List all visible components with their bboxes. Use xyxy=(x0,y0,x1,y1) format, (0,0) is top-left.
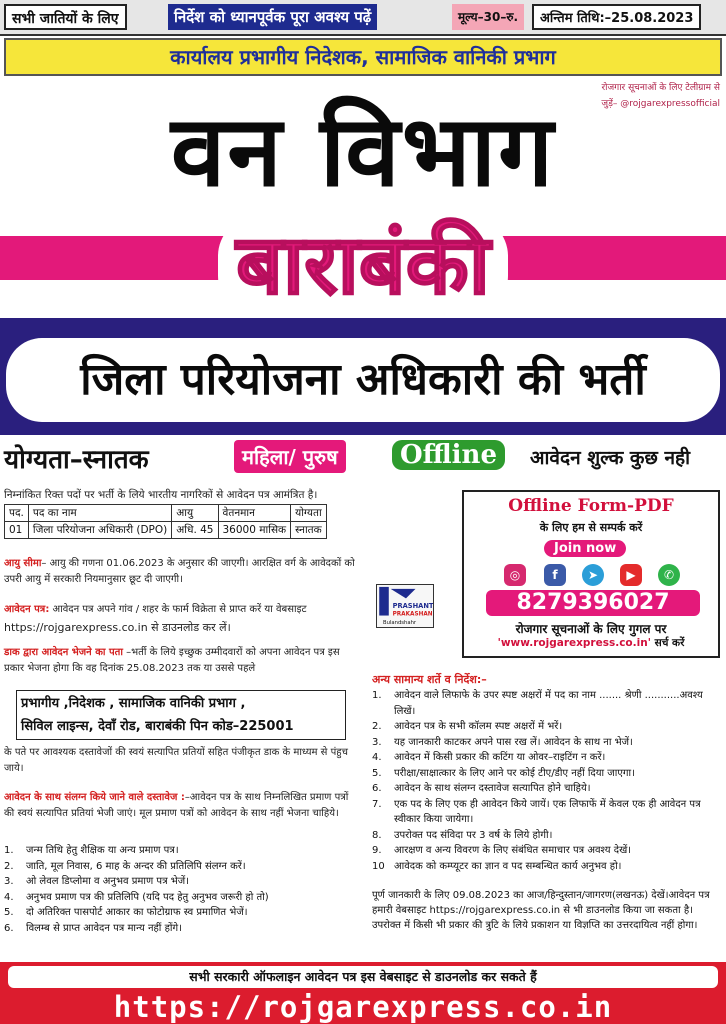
full-info-text: पूर्ण जानकारी के लिए 09.08.2023 का आज/हिन्दुस्तान/जागरण(लखनऊ) देखें।आवेदन पत्र हमारी वेबसाइट https://rojgarexpress.co.in से भी डाउनलोड किया जा सकता है। उपरोक्त में किसी भी प्रकार की त्रुटि के लिये प्रकाशन या विज्ञप्ति का उत्तरदायित्व नहीं होगा। xyxy=(372,890,710,931)
list-item xyxy=(4,905,360,921)
list-item xyxy=(372,828,722,844)
youtube-icon[interactable]: ▶ xyxy=(620,564,642,586)
list-item-number: 5. xyxy=(372,767,382,779)
list-item xyxy=(4,859,360,875)
documents-section xyxy=(4,790,360,822)
last-date-label: अन्तिम तिथि:–25.08.2023 xyxy=(532,4,701,30)
list-item xyxy=(372,719,722,735)
website-download-line: https://rojgarexpress.co.in से डाउनलोड कर लें। xyxy=(4,621,231,634)
table-row xyxy=(5,522,327,539)
list-item-text: जाति, मूल निवास, 6 माह के अन्दर की प्रतिलिपि संलग्न करें। xyxy=(26,860,246,872)
instruction-label: निर्देश को ध्यानपूर्वक पूरा अवश्य पढ़ें xyxy=(168,4,377,30)
instagram-icon[interactable]: ◎ xyxy=(504,564,526,586)
phone-number[interactable]: 8279396027 xyxy=(486,590,700,616)
after-address-text: के पते पर आवश्यक दस्तावेजों की स्वयं सत्यापित प्रतियों सहित पंजीकृत डाक के माध्यम से पंहुच जाये। xyxy=(4,747,348,774)
age-limit-label: आयु सीमा xyxy=(4,558,42,569)
list-item-text: आवेदन में किसी प्रकार की कटिंग या ओवर–राइटिंग न करें। xyxy=(394,752,606,763)
table-cell: स्नातक xyxy=(291,522,327,539)
offer-line-1: रोजगार सूचनाओं के लिए गुगल पर xyxy=(515,622,667,636)
address-line-1: प्रभागीय ,निदेशक , सामाजिक वानिकी प्रभाग , xyxy=(21,696,246,711)
list-item-number: 3. xyxy=(372,736,382,748)
logo-text-2: PRAKASHAN xyxy=(392,611,433,618)
whatsapp-icon[interactable]: ✆ xyxy=(658,564,680,586)
list-item-text: आवेदक को कम्प्यूटर का ज्ञान व पद सम्बन्धित कार्य अनुभव हो। xyxy=(394,860,622,872)
telegram-icon[interactable]: ➤ xyxy=(582,564,604,586)
documents-text: –आवेदन पत्र के साथ निम्नलिखित प्रमाण पत्रों की स्वयं सत्यापित प्रतियां भेजी जाएं। मूल प्रमाण पत्रों को आवेदन के साथ नहीं भेजना चाहिये। xyxy=(4,792,349,819)
list-item-text: यह जानकारी काटकर अपने पास रख लें। आवेदन के साथ ना भेजें। xyxy=(394,736,633,748)
list-item-text: परीक्षा/साक्षात्कार के लिए आने पर कोई टीए/डीए नहीं दिया जाएगा। xyxy=(394,767,635,779)
table-header: पद. xyxy=(5,505,29,522)
list-item-number: 2. xyxy=(372,721,382,732)
list-item xyxy=(372,781,722,797)
price-label: मूल्य–30–रु. xyxy=(452,4,524,30)
application-section xyxy=(4,602,360,618)
list-item xyxy=(4,890,360,906)
list-item-text: एक पद के लिए एक ही आवेदन किये जायें। एक लिफाफें में केवल एक ही आवेदन पत्र स्वीकार किया जायेगा। xyxy=(394,798,701,825)
age-limit-section xyxy=(4,556,360,588)
list-item-text: दो अतिरिक्त पासपोर्ट आकार का फोटोग्राफ स्व प्रमाणित भेजें। xyxy=(26,907,248,918)
publisher-logo xyxy=(376,584,434,628)
facebook-icon[interactable]: f xyxy=(544,564,566,586)
list-item-number: 9. xyxy=(372,845,382,856)
offer-subtitle: के लिए हम से सम्पर्क करें xyxy=(539,521,643,534)
list-item-number: 7. xyxy=(372,798,382,810)
table-cell: 01 xyxy=(5,522,29,539)
list-item-number: 4. xyxy=(372,752,382,763)
list-item xyxy=(372,797,722,828)
list-item-number: 6. xyxy=(4,922,14,934)
list-item-text: जन्म तिथि हेतु शैक्षिक या अन्य प्रमाण पत्र। xyxy=(26,845,179,856)
telegram-line-1: रोजगार सूचनाओं के लिए टेलीग्राम से xyxy=(601,83,720,93)
conditions-list xyxy=(372,688,722,874)
telegram-line-2: जुड़ें– @rojgarexpressofficial xyxy=(601,99,720,109)
table-header: वेतनमान xyxy=(218,505,291,522)
bottom-download-text: सभी सरकारी ऑफलाइन आवेदन पत्र इस वेबसाइट से डाउनलोड कर सकते हैं xyxy=(8,966,718,988)
conditions-heading: अन्य सामान्य शर्ते व निर्देश:– xyxy=(372,673,487,686)
list-item-text: उपरोक्त पद संविदा पर 3 वर्ष के लिये होगी। xyxy=(394,829,553,841)
caste-label: सभी जातियों के लिए xyxy=(4,4,127,30)
list-item xyxy=(372,735,722,751)
table-cell: अधि. 45 xyxy=(172,522,218,539)
fee-label: आवेदन शुल्क कुछ नही xyxy=(530,447,691,469)
list-item-text: ओ लेवल डिप्लोमा व अनुभव प्रमाण पत्र भेजें। xyxy=(26,876,190,887)
table-header: आयु xyxy=(172,505,218,522)
table-cell: जिला परियोजना अधिकारी (DPO) xyxy=(28,522,171,539)
table-cell: 36000 मासिक xyxy=(218,522,291,539)
list-item-number: 10 xyxy=(372,860,385,872)
table-header: पद का नाम xyxy=(28,505,171,522)
top-bar xyxy=(0,0,726,36)
city-title-wrap xyxy=(0,216,726,316)
list-item-number: 5. xyxy=(4,907,14,918)
list-item-text: आरक्षण व अन्य विवरण के लिए संबंधित समाचार पत्र अवश्य देखें। xyxy=(394,845,632,856)
application-label: आवेदन पत्र: xyxy=(4,604,50,615)
mode-badge: Offline xyxy=(392,440,505,470)
recruitment-heading: जिला परियोजना अधिकारी की भर्ती xyxy=(6,338,720,422)
offer-title: Offline Form-PDF xyxy=(508,496,674,516)
list-item xyxy=(372,843,722,859)
list-item-number: 1. xyxy=(4,845,14,856)
list-item-text: विलम्ब से प्राप्त आवेदन पत्र मान्य नहीं होंगे। xyxy=(26,922,182,934)
list-item xyxy=(372,766,722,782)
gender-badge: महिला/ पुरुष xyxy=(234,440,346,473)
list-item-number: 2. xyxy=(4,860,14,872)
application-text: आवेदन पत्र अपने गांव / शहर के फार्म विक्रेता से प्राप्त करें या वेबसाइट xyxy=(49,604,307,615)
age-limit-text: – आयु की गणना 01.06.2023 के अनुसार की जाएगी। आरक्षित वर्ग के आवेदकों को उपरी आयु में सरकारी नियमानुसार छूट दी जाएगी। xyxy=(4,558,355,585)
list-item-text: आवेदन के साथ संलग्न दस्तावेज सत्यापित होने चाहिये। xyxy=(394,783,591,794)
logo-text-1: PRASHANT xyxy=(392,601,434,610)
intro-text: निम्नांकित रिक्त पदों पर भर्ती के लिये भारतीय नागरिकों से आवेदन पत्र आमंत्रित है। xyxy=(4,489,318,501)
list-item xyxy=(4,921,360,937)
list-item-number: 4. xyxy=(4,891,14,903)
documents-label: आवेदन के साथ संलग्न किये जाने वाले दस्तावेज : xyxy=(4,792,185,803)
offer-line-2 xyxy=(464,636,718,650)
list-item xyxy=(4,874,360,890)
join-now-button[interactable]: Join now xyxy=(544,540,626,557)
city-title: बाराबंकी xyxy=(218,216,508,316)
list-item xyxy=(4,843,360,859)
offer-line-2-rest: सर्च करें xyxy=(650,637,685,649)
list-item-text: आवेदन पत्र के सभी कॉलम स्पष्ट अक्षरों में भरें। xyxy=(394,721,563,732)
list-item-text: आवेदन वाले लिफाफे के उपर स्पष्ट अक्षरों में पद का नाम ....... श्रेणी ...........अवश्य लिखें। xyxy=(394,690,703,717)
documents-list xyxy=(4,843,360,936)
postal-address-section xyxy=(4,645,360,677)
qualification-label: योग्यता–स्नातक xyxy=(4,445,149,475)
postal-address-label: डाक द्वारा आवेदन भेजने का पता xyxy=(4,647,123,658)
list-item-number: 8. xyxy=(372,829,382,841)
list-item xyxy=(372,750,722,766)
postal-address-text: –भर्ती के लिये इच्छुक उम्मीदवारों को अपना आवेदन पत्र इस प्रकार भेजना होगा कि वह दिनांक 25.08.2023 तक या उससे पहले xyxy=(4,647,340,674)
logo-text-3: Bulandshahr xyxy=(383,620,417,627)
table-header: योग्यता xyxy=(291,505,327,522)
department-title: वन विभाग xyxy=(170,95,556,209)
list-item-number: 6. xyxy=(372,783,382,794)
bottom-website-link[interactable]: https://rojgarexpress.co.in xyxy=(113,990,613,1024)
list-item-text: अनुभव प्रमाण पत्र की प्रतिलिपि (यदि पद हेतु अनुभव जरूरी हो तो) xyxy=(26,891,269,903)
offer-website-link[interactable]: 'www.rojgarexpress.co.in' xyxy=(497,637,651,649)
address-line-2: सिविल लाइन्स, देवाँ रोड, बाराबंकी पिन कोड–225001 xyxy=(21,719,294,734)
office-banner: कार्यालय प्रभागीय निदेशक, सामाजिक वानिकी प्रभाग xyxy=(4,38,722,76)
list-item xyxy=(372,688,722,719)
list-item-number: 1. xyxy=(372,690,382,701)
posts-table xyxy=(4,504,327,539)
offline-form-box xyxy=(462,490,720,658)
list-item xyxy=(372,859,722,875)
table-header-row xyxy=(5,505,327,522)
address-box xyxy=(16,690,346,740)
list-item-number: 3. xyxy=(4,876,14,887)
